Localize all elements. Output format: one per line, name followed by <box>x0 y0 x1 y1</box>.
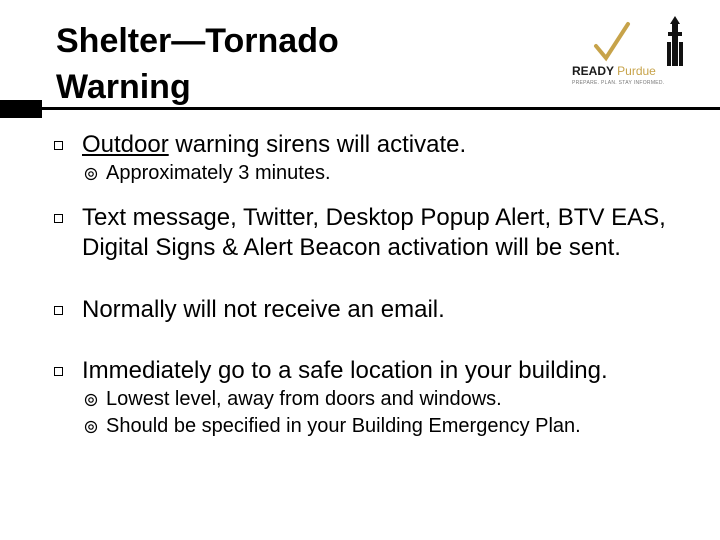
title-line-1: Shelter—Tornado <box>56 22 339 60</box>
logo-tagline: PREPARE. PLAN. STAY INFORMED. <box>572 80 665 86</box>
list-item <box>48 203 708 263</box>
title-line-2: Warning <box>56 68 191 106</box>
square-bullet-icon <box>54 367 63 376</box>
sub-list-item <box>48 386 708 413</box>
checkmark-tower-icon <box>566 16 696 66</box>
bullet-text: Immediately go to a safe location in your building. <box>82 357 608 384</box>
title-rule <box>42 107 720 110</box>
sub-bullet-text: Lowest level, away from doors and windows. <box>106 388 502 410</box>
sub-list-item <box>48 413 708 440</box>
logo-word-purdue: Purdue <box>617 64 656 78</box>
target-bullet-icon <box>84 393 98 407</box>
sub-list-item <box>48 160 708 187</box>
bullet-text: Text message, Twitter, Desktop Popup Alert, BTV EAS, Digital Signs & Alert Beacon activation will be sent. <box>82 204 666 261</box>
bullet-list <box>48 124 708 440</box>
target-bullet-icon <box>84 167 98 181</box>
sub-bullet-text: Approximately 3 minutes. <box>106 162 331 184</box>
list-item <box>48 295 708 325</box>
square-bullet-icon <box>54 141 63 150</box>
title-rule-accent <box>0 100 42 118</box>
bullet-text: warning sirens will activate. <box>168 131 467 158</box>
bullet-underlined-text: Outdoor <box>82 131 169 158</box>
ready-purdue-logo <box>566 16 696 94</box>
slide-title <box>56 18 496 110</box>
bullet-text: Normally will not receive an email. <box>82 296 445 323</box>
list-item <box>48 130 708 160</box>
sub-bullet-text: Should be specified in your Building Emergency Plan. <box>106 415 581 437</box>
list-item <box>48 356 708 386</box>
logo-word-ready: READY <box>572 64 614 78</box>
square-bullet-icon <box>54 306 63 315</box>
square-bullet-icon <box>54 214 63 223</box>
logo-wordmark <box>572 64 656 78</box>
target-bullet-icon <box>84 420 98 434</box>
